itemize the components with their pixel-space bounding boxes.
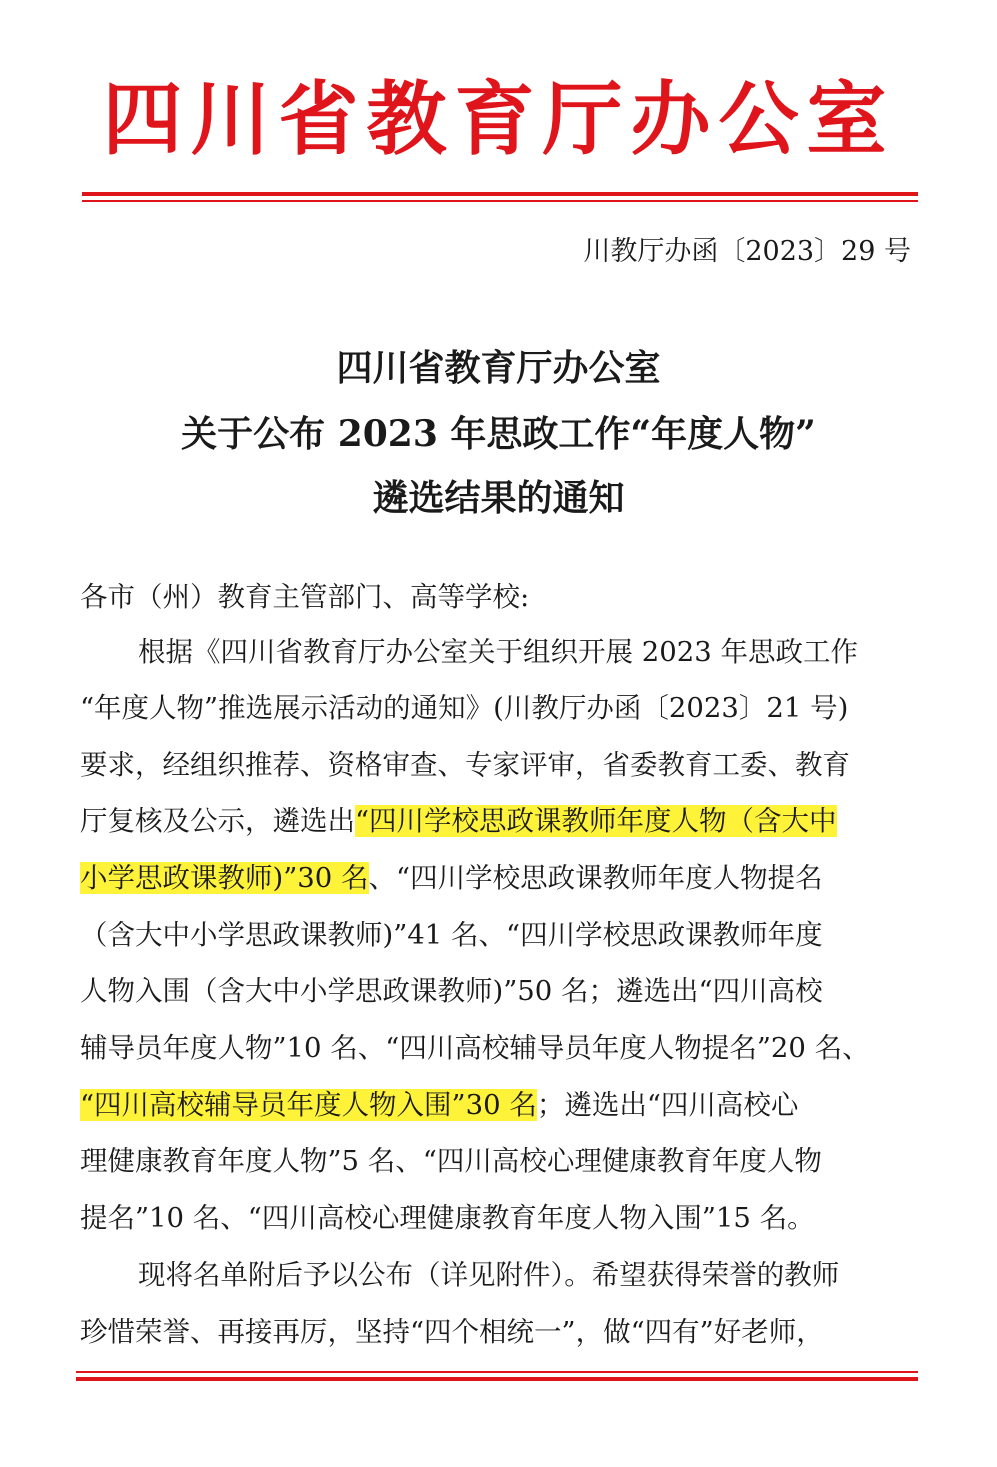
text-segment: 、“四川学校思政课教师年度人物提名 [368, 862, 823, 894]
footer-rule-thin [76, 1371, 918, 1373]
text-line: 根据《四川省教育厅办公室关于组织开展 2023 年思政工作 [138, 636, 858, 668]
text-segment: ；遴选出“四川高校心 [536, 1089, 799, 1121]
text-line: 珍惜荣誉、再接再厉，坚持“四个相统一”，做“四有”好老师， [80, 1316, 824, 1348]
text-line [80, 801, 837, 841]
masthead: 四川省教育厅办公室 [102, 73, 895, 166]
title-line-3: 遴选结果的通知 [372, 477, 625, 519]
highlighted-text: “四川高校辅导员年度人物入围”30 名 [80, 1089, 537, 1121]
header-rule-thick [82, 192, 918, 196]
text-line: 要求，经组织推荐、资格审查、专家评审，省委教育工委、教育 [80, 749, 850, 781]
text-line: “年度人物”推选展示活动的通知》(川教厅办函〔2023〕21 号) [80, 692, 849, 724]
text-line: （含大中小学思政课教师)”41 名、“四川学校思政课教师年度 [80, 919, 823, 951]
text-line: 提名”10 名、“四川高校心理健康教育年度人物入围”15 名。 [80, 1202, 815, 1234]
highlighted-text: 小学思政课教师)”30 名 [80, 862, 369, 894]
text-line: 辅导员年度人物”10 名、“四川高校辅导员年度人物提名”20 名、 [80, 1032, 870, 1064]
footer-rule-thick [76, 1377, 918, 1381]
text-line [80, 1085, 798, 1125]
title-line-1: 四川省教育厅办公室 [336, 347, 661, 389]
highlighted-text: “四川学校思政课教师年度人物（含大中 [355, 805, 837, 837]
text-segment: 厅复核及公示，遴选出 [80, 805, 355, 837]
document-number: 川教厅办函〔2023〕29 号 [583, 236, 911, 267]
text-line [80, 858, 823, 898]
text-line: 现将名单附后予以公布（详见附件）。希望获得荣誉的教师 [138, 1259, 840, 1291]
text-line: 人物入围（含大中小学思政课教师)”50 名；遴选出“四川高校 [80, 975, 823, 1007]
text-line: 理健康教育年度人物”5 名、“四川高校心理健康教育年度人物 [80, 1145, 822, 1177]
header-rule-thin [82, 200, 918, 202]
salutation: 各市（州）教育主管部门、高等学校: [80, 581, 530, 613]
title-line-2: 关于公布 2023 年思政工作“年度人物” [181, 413, 816, 455]
